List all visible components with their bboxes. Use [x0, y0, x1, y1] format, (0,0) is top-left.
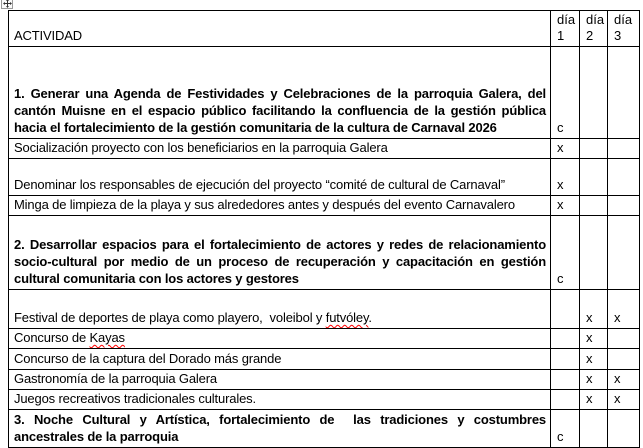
- column-header-dia-1[interactable]: día 1: [551, 11, 580, 47]
- day1-cell[interactable]: [551, 370, 580, 390]
- day2-cell[interactable]: [580, 216, 608, 290]
- column-header-dia-2[interactable]: día 2: [580, 11, 608, 47]
- table-row: [9, 139, 640, 159]
- day1-cell[interactable]: [551, 290, 580, 329]
- day3-cell[interactable]: [608, 410, 640, 448]
- move-cross-icon: [3, 0, 12, 8]
- day2-cell[interactable]: x: [580, 390, 608, 410]
- table-row: [9, 47, 640, 139]
- column-header-actividad[interactable]: ACTIVIDAD: [9, 11, 551, 47]
- table-row: [9, 410, 640, 448]
- day3-cell[interactable]: [608, 216, 640, 290]
- activity-cell[interactable]: 2. Desarrollar espacios para el fortalecimiento de actores y redes de relacionamiento socio-cultural por medio de un proceso de recuperación y capacitación en gestión cultural comunitaria con los actores y gestores: [9, 216, 551, 290]
- activity-text: .: [368, 310, 372, 325]
- table-row: [9, 390, 640, 410]
- activity-cell[interactable]: 1. Generar una Agenda de Festividades y Celebraciones de la parroquia Galera, del cantón Muisne en el espacio público facilitando la confluencia de la gestión pública hacia el fortalecimiento de la gestión comunitaria de la cultura de Carnaval 2026: [9, 47, 551, 139]
- day2-cell[interactable]: [580, 47, 608, 139]
- day2-cell[interactable]: [580, 159, 608, 196]
- activity-schedule-table: [8, 10, 640, 448]
- activity-cell[interactable]: Juegos recreativos tradicionales culturales.: [9, 390, 551, 410]
- activity-cell[interactable]: [9, 290, 551, 329]
- day2-cell[interactable]: x: [580, 290, 608, 329]
- day2-cell[interactable]: x: [580, 329, 608, 349]
- table-row: [9, 329, 640, 349]
- activity-text: Festival de deportes de playa como playero, voleibol y: [14, 310, 326, 325]
- day1-cell[interactable]: c: [551, 47, 580, 139]
- day3-cell[interactable]: x: [608, 370, 640, 390]
- day1-cell[interactable]: x: [551, 139, 580, 159]
- day2-cell[interactable]: x: [580, 349, 608, 370]
- table-row: [9, 290, 640, 329]
- day1-cell[interactable]: x: [551, 196, 580, 216]
- activity-cell[interactable]: [9, 329, 551, 349]
- table-row: [9, 349, 640, 370]
- activity-cell[interactable]: Denominar los responsables de ejecución del proyecto “comité de cultural de Carnaval”: [9, 159, 551, 196]
- day3-cell[interactable]: [608, 139, 640, 159]
- table-row: [9, 159, 640, 196]
- day1-cell[interactable]: c: [551, 410, 580, 448]
- activity-cell[interactable]: 3. Noche Cultural y Artística, fortalecimiento de las tradiciones y costumbres ancestrales de la parroquia: [9, 410, 551, 448]
- table-row: [9, 196, 640, 216]
- activity-cell[interactable]: Minga de limpieza de la playa y sus alrededores antes y después del evento Carnavalero: [9, 196, 551, 216]
- day2-cell[interactable]: [580, 196, 608, 216]
- spellcheck-error-word: futvóley: [325, 310, 369, 325]
- table-move-handle-icon[interactable]: [1, 0, 13, 9]
- day1-cell[interactable]: [551, 329, 580, 349]
- column-header-dia-3[interactable]: día 3: [608, 11, 640, 47]
- day3-cell[interactable]: [608, 159, 640, 196]
- activity-cell[interactable]: Socialización proyecto con los beneficiarios en la parroquia Galera: [9, 139, 551, 159]
- day3-cell[interactable]: x: [608, 390, 640, 410]
- table-row: [9, 216, 640, 290]
- day1-cell[interactable]: [551, 390, 580, 410]
- day2-cell[interactable]: x: [580, 370, 608, 390]
- day3-cell[interactable]: [608, 329, 640, 349]
- day3-cell[interactable]: [608, 349, 640, 370]
- spellcheck-error-word: Kayas: [89, 330, 125, 345]
- day3-cell[interactable]: x: [608, 290, 640, 329]
- day1-cell[interactable]: c: [551, 216, 580, 290]
- table-header-row: [9, 11, 640, 47]
- day1-cell[interactable]: x: [551, 159, 580, 196]
- table-row: [9, 370, 640, 390]
- day1-cell[interactable]: [551, 349, 580, 370]
- day3-cell[interactable]: [608, 47, 640, 139]
- activity-cell[interactable]: Gastronomía de la parroquia Galera: [9, 370, 551, 390]
- activity-cell[interactable]: Concurso de la captura del Dorado más grande: [9, 349, 551, 370]
- day3-cell[interactable]: [608, 196, 640, 216]
- day2-cell[interactable]: [580, 410, 608, 448]
- activity-text: Concurso de: [14, 330, 90, 345]
- day2-cell[interactable]: [580, 139, 608, 159]
